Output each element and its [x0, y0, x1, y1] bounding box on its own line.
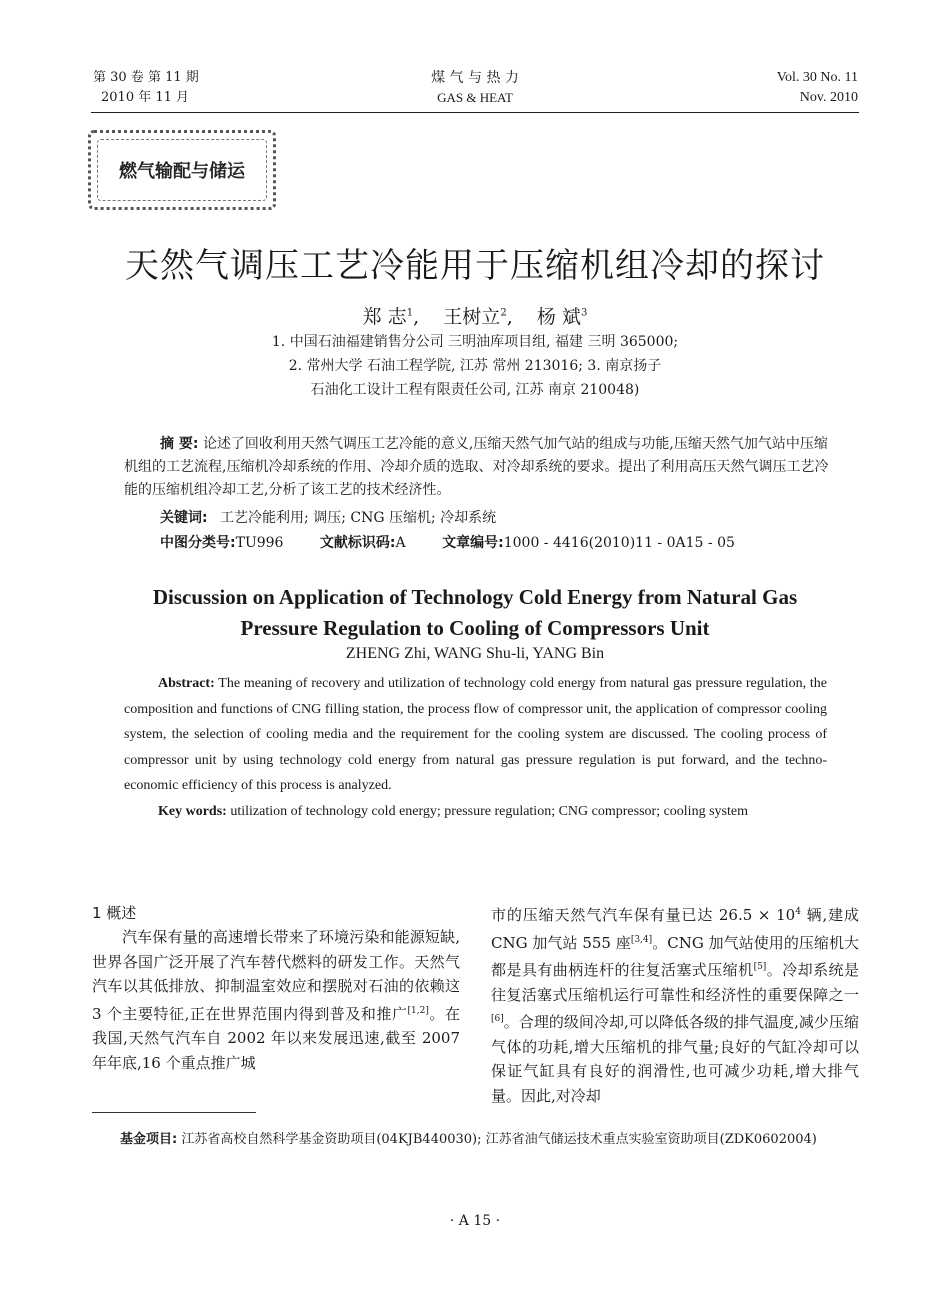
citation-ref: [1,2] — [407, 1005, 429, 1016]
keywords-cn — [124, 507, 829, 530]
footnote-label: 基金项目: — [120, 1132, 178, 1147]
header-journal-en: GAS & HEAT — [437, 90, 513, 105]
keywords-cn-text: 工艺冷能利用; 调压; CNG 压缩机; 冷却系统 — [220, 510, 497, 526]
affiliation-line: 1. 中国石油福建销售分公司 三明油库项目组, 福建 三明 365000; — [271, 334, 679, 350]
authors-cn: 郑 志$^1$, 王树立$^2$, 杨 斌$^3$ — [362, 306, 588, 328]
abstract-cn-label: 摘 要: — [160, 436, 199, 452]
author-affil-mark: 3 — [580, 307, 588, 319]
author-name: 王树立 — [443, 306, 501, 328]
header-journal-cn: 煤 气 与 热 力 — [431, 70, 519, 86]
affiliation-line: 2. 常州大学 石油工程学院, 江苏 常州 213016; 3. 南京扬子 — [288, 358, 662, 374]
header-volume-en-block — [680, 68, 858, 108]
header-volume-issue: 第 30 卷 第 11 期 — [93, 70, 199, 85]
section-heading: 1 概述 — [92, 904, 137, 922]
classification-line — [124, 532, 829, 555]
authors-en: ZHENG Zhi, WANG Shu-li, YANG Bin — [345, 645, 605, 662]
body-text: 。在我国,天然气汽车自 2002 年以来发展迅速,截至 2007 年年底,16 个重点推广城 — [92, 1004, 460, 1072]
paper-title-en-line1: Discussion on Application of Technology Cold Energy from Natural Gas — [152, 585, 798, 609]
keywords-cn-label: 关键词: — [160, 510, 208, 526]
clc-label: 中图分类号: — [160, 535, 236, 551]
abstract-cn-text: 论述了回收利用天然气调压工艺冷能的意义,压缩天然气加气站的组成与功能,压缩天然气加气站中压缩机组的工艺流程,压缩机冷却系统的作用、冷却介质的选取、对冷却系统的要求。提出了利用高压天然气调压工艺冷能的压缩机组冷却工艺,分析了该工艺的技术经济性。 — [124, 436, 829, 498]
body-text: 汽车保有量的高速增长带来了环境污染和能源短缺,世界各国广泛开展了汽车替代燃料的研发工作。天然气汽车以其低排放、抑制温室效应和摆脱对石油的依赖这 3 个主要特征,正在世界范围内得到普及和推广 — [92, 928, 460, 1023]
body-column-right — [491, 900, 859, 1108]
abstract-en — [124, 671, 827, 824]
body-text: 。合理的级间冷却,可以降低各级的排气温度,减少压缩气体的功耗,增大压缩机的排气量;良好的气缸冷却可以保证气缸具有良好的润滑性,也可减少功耗,增大排气量。因此,对冷却 — [491, 1013, 859, 1105]
citation-ref: [3,4] — [630, 934, 653, 945]
footnote-rule — [92, 1112, 256, 1113]
abstract-en-label: Abstract: — [158, 676, 215, 691]
footnote-text: 江苏省高校自然科学基金资助项目(04KJB440030); 江苏省油气储运技术重点实验室资助项目(ZDK0602004) — [181, 1132, 817, 1147]
abstract-en-text: The meaning of recovery and utilization of technology cold energy from natural gas pressure regulation, the composition and functions of CNG filling station, the process flow of compressor unit, the application of compressor cooling system, the selection of cooling media and the requirement for the cooling system are discussed. The cooling process of compressor unit by using technology cold energy from natural gas pressure regulation is put forward, and the techno-economic efficiency of this process is analyzed. — [124, 676, 827, 793]
author-affil-mark: 1 — [406, 307, 414, 319]
body-text: 辆,建成 CNG 加气站 555 座 — [491, 906, 859, 952]
paper-title-en — [0, 582, 950, 644]
body-text: 市的压缩天然气汽车保有量已达 26.5 × 10 — [491, 906, 796, 924]
article-no-label: 文章编号: — [442, 535, 504, 551]
article-no-value: 1000 - 4416(2010)11 - 0A15 - 05 — [503, 535, 735, 551]
column-banner — [88, 130, 276, 210]
body-text: 。冷却系统是往复活塞式压缩机运行可靠性和经济性的重要保障之一 — [491, 961, 859, 1004]
affiliation-line: 石油化工设计工程有限责任公司, 江苏 南京 210048) — [310, 382, 640, 398]
author-name: 郑 志 — [362, 306, 407, 328]
body-text: 。CNG 加气站使用的压缩机大都是具有曲柄连杆的往复活塞式压缩机 — [491, 933, 859, 979]
header-date-cn: 2010 年 11 月 — [101, 90, 190, 105]
keywords-en-text: utilization of technology cold energy; pressure regulation; CNG compressor; cooling system — [230, 803, 748, 819]
body-column-left — [92, 925, 460, 1075]
header-date-en: Nov. 2010 — [799, 90, 858, 105]
clc-value: TU996 — [235, 535, 284, 551]
doc-code-label: 文献标识码: — [319, 535, 396, 551]
header-rule — [91, 112, 859, 113]
exponent: 4 — [795, 907, 801, 917]
author-affil-mark: 2 — [500, 307, 507, 319]
header-vol-en: Vol. 30 No. 11 — [776, 70, 858, 85]
citation-ref: [5] — [753, 962, 767, 972]
keywords-en-label: Key words: — [158, 803, 227, 819]
footnote — [92, 1130, 862, 1149]
doc-code-value: A — [395, 535, 406, 551]
paper-title-cn: 天然气调压工艺冷能用于压缩机组冷却的探讨 — [125, 246, 825, 286]
paper-title-en-line2: Pressure Regulation to Cooling of Compressors Unit — [240, 616, 710, 640]
abstract-cn — [124, 433, 829, 502]
column-banner-label: 燃气输配与储运 — [97, 139, 267, 201]
citation-ref: [6] — [491, 1014, 504, 1024]
page-number: · A 15 · — [449, 1213, 501, 1229]
author-name: 杨 斌 — [536, 306, 581, 328]
